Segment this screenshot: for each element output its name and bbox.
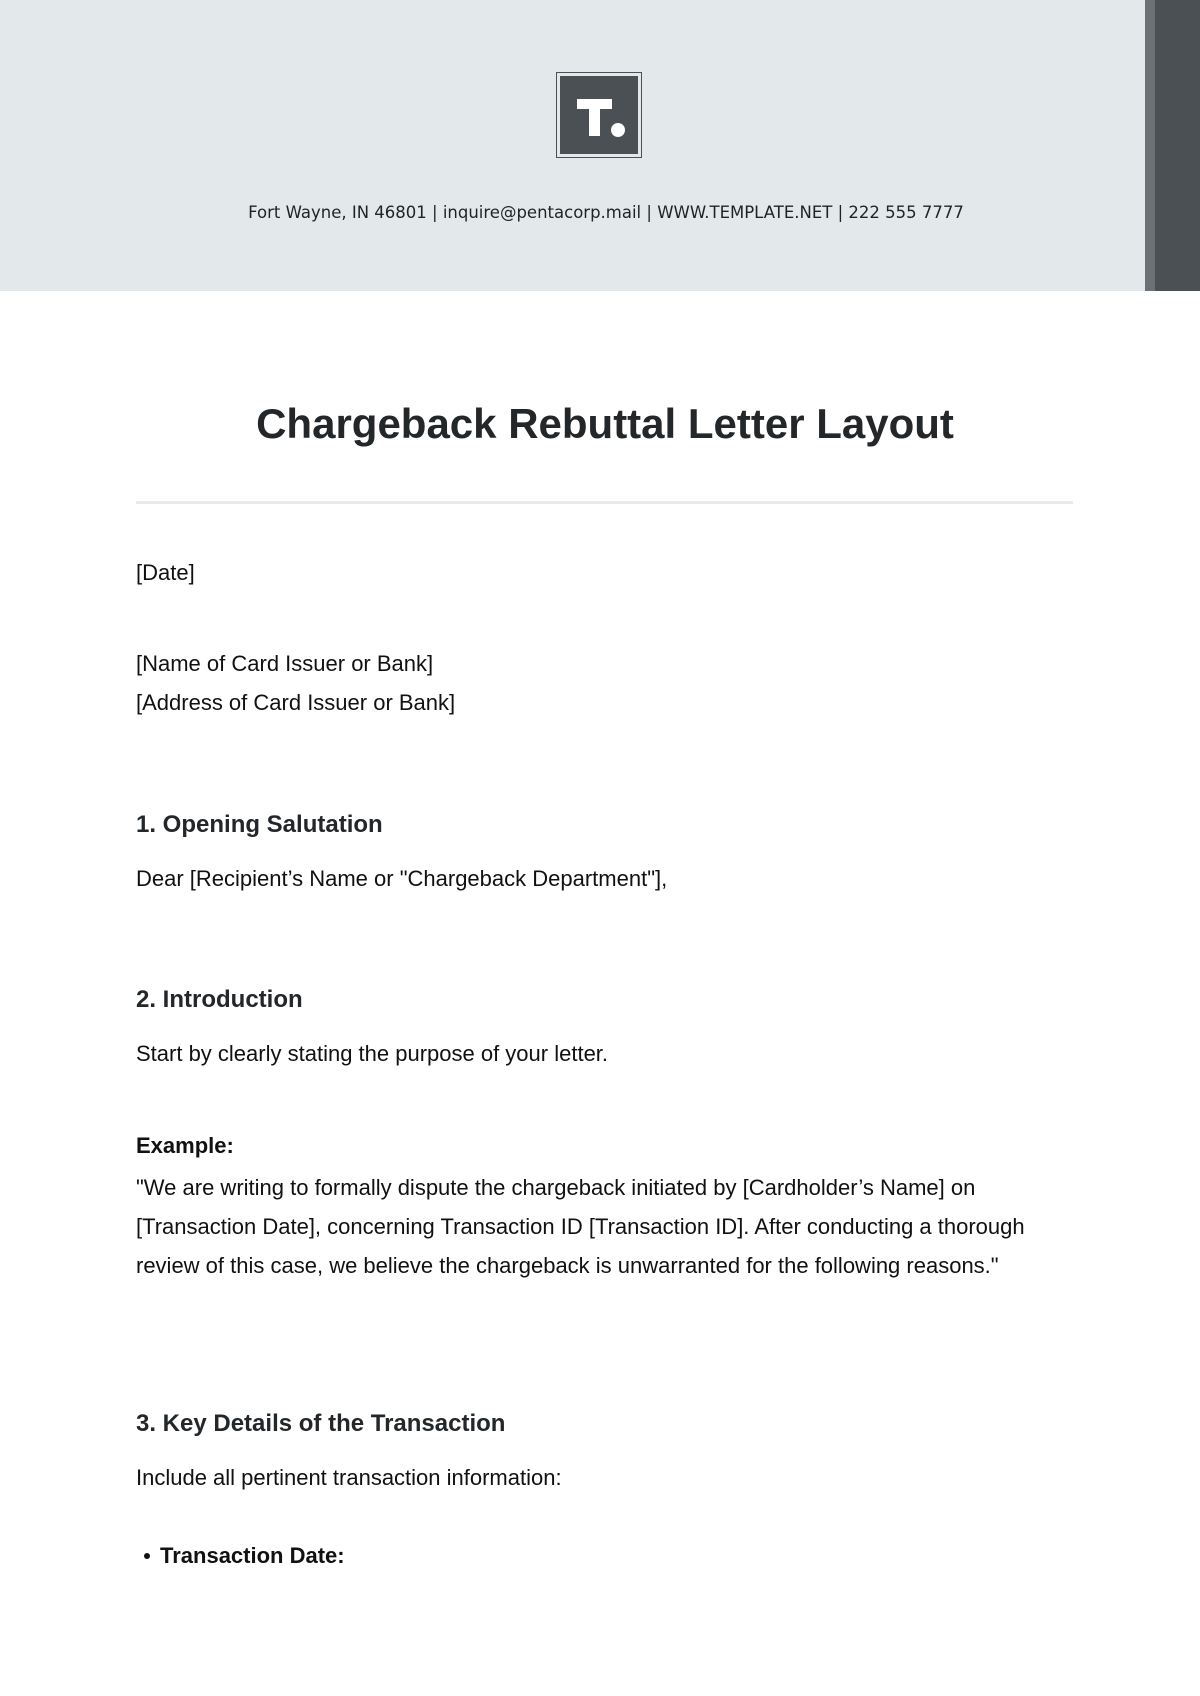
recipient-address: [Address of Card Issuer or Bank] (136, 690, 456, 715)
key-details-text: Include all pertinent transaction information: (136, 1465, 562, 1490)
example-label: Example: (136, 1133, 234, 1158)
date-placeholder: [Date] (136, 560, 195, 585)
section-heading-key-details: 3. Key Details of the Transaction (136, 1410, 506, 1437)
header-side-bar (1155, 0, 1200, 291)
list-item (136, 1543, 345, 1569)
example-paragraph: "We are writing to formally dispute the chargeback initiated by [Cardholder’s Name] on [Transaction Date], concerning Transaction ID [Transaction ID]. After conducting a thorough review of this case, we believe the chargeback is unwarranted for the following reasons." (136, 1175, 1025, 1278)
section-heading-opening-salutation: 1. Opening Salutation (136, 811, 383, 838)
introduction-text: Start by clearly stating the purpose of your letter. (136, 1041, 609, 1066)
title-divider (136, 501, 1073, 504)
salutation-text: Dear [Recipient’s Name or "Chargeback Department"], (136, 866, 668, 891)
header-side-bar-accent (1145, 0, 1155, 291)
recipient-name: [Name of Card Issuer or Bank] (136, 651, 434, 676)
company-logo (556, 72, 642, 158)
transaction-details-list (136, 1543, 345, 1569)
logo-glyph (560, 76, 638, 154)
bullet-icon (144, 1553, 150, 1559)
template-t-logo-icon (560, 76, 638, 154)
list-item-label: Transaction Date: (160, 1543, 345, 1568)
contact-info-line: Fort Wayne, IN 46801 | inquire@pentacorp.mail | WWW.TEMPLATE.NET | 222 555 7777 (248, 203, 964, 222)
section-heading-introduction: 2. Introduction (136, 986, 303, 1013)
document-title: Chargeback Rebuttal Letter Layout (256, 400, 954, 447)
